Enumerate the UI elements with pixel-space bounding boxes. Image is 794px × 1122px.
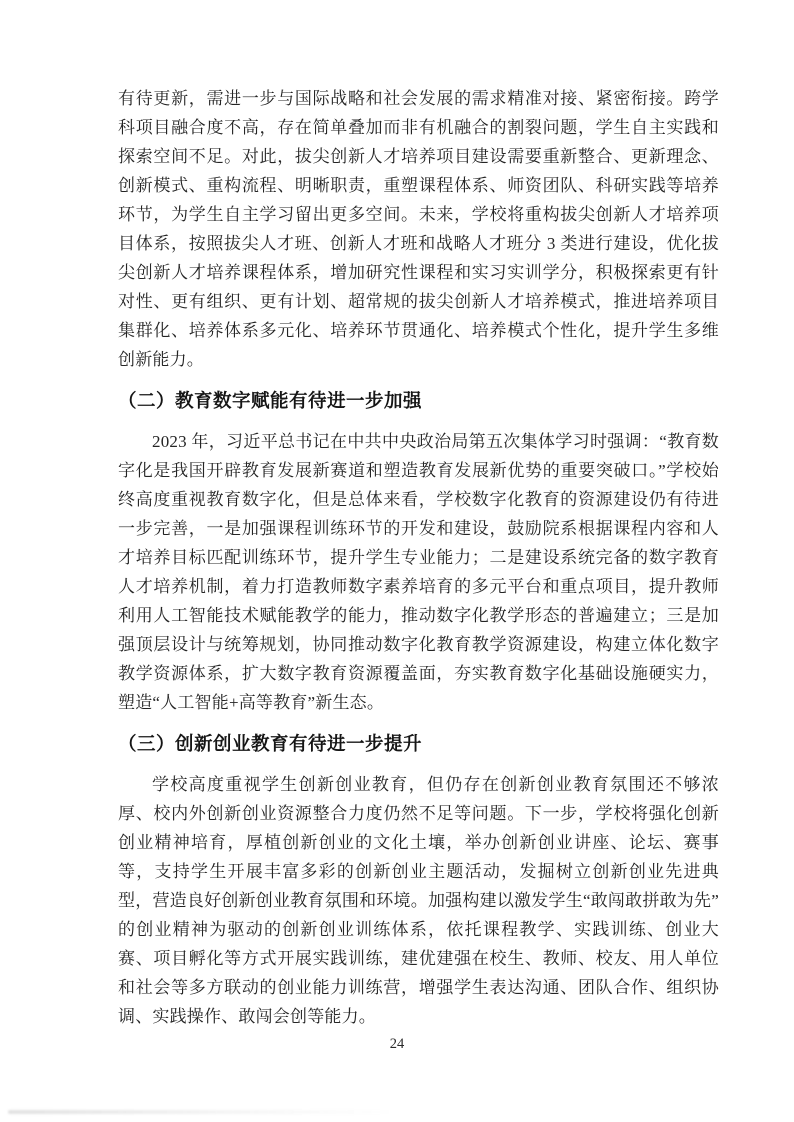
scan-artifact [8,1110,393,1114]
innovation-entrepreneurship-paragraph: 学校高度重视学生创新创业教育，但仍存在创新创业教育氛围还不够浓厚、校内外创新创业资源整合力度仍然不足等问题。下一步，学校将强化创新创业精神培育，厚植创新创业的文化土壤，举办创新创业讲座、论坛、赛事等，支持学生开展丰富多彩的创新创业主题活动，发掘树立创新创业先进典型，营造良好创新创业教育氛围和环境。加强构建以激发学生“敢闯敢拼敢为先”的创业精神为驱动的创新创业训练体系，依托课程教学、实践训练、创业大赛、项目孵化等方式开展实践训练，建优建强在校生、教师、校友、用人单位和社会等多方联动的创业能力训练营，增强学生表达沟通、团队合作、组织协调、实践操作、敢闯会创等能力。 [118,775,719,1026]
section-heading-digital-education: （二）教育数字赋能有待进一步加强 [118,390,423,411]
page-number: 24 [389,1036,405,1052]
section-heading-innovation-entrepreneurship: （三）创新创业教育有待进一步提升 [118,733,423,754]
document-body [118,84,719,1031]
intro-continuation-paragraph: 有待更新，需进一步与国际战略和社会发展的需求精准对接、紧密衔接。跨学科项目融合度不高，存在简单叠加而非有机融合的割裂问题，学生自主实践和探索空间不足。对此，拔尖创新人才培养项目建设需要重新整合、更新理念、创新模式、重构流程、明晰职责，重塑课程体系、师资团队、科研实践等培养环节，为学生自主学习留出更多空间。未来，学校将重构拔尖创新人才培养项目体系，按照拔尖人才班、创新人才班和战略人才班分 3 类进行建设，优化拔尖创新人才培养课程体系，增加研究性课程和实习实训学分，积极探索更有针对性、更有组织、更有计划、超常规的拔尖创新人才培养模式，推进培养项目集群化、培养体系多元化、培养环节贯通化、培养模式个性化，提升学生多维创新能力。 [118,89,719,369]
digital-education-paragraph: 2023 年，习近平总书记在中共中央政治局第五次集体学习时强调：“教育数字化是我国开辟教育发展新赛道和塑造教育发展新优势的重要突破口。”学校始终高度重视教育数字化，但是总体来看，学校数字化教育的资源建设仍有待进一步完善，一是加强课程训练环节的开发和建设，鼓励院系根据课程内容和人才培养目标匹配训练环节，提升学生专业能力；二是建设系统完备的数字教育人才培养机制，着力打造教师数字素养培育的多元平台和重点项目，提升教师利用人工智能技术赋能教学的能力，推动数字化教学形态的普遍建立；三是加强顶层设计与统筹规划，协同推动数字化教育教学资源建设，构建立体化数字教学资源体系，扩大数字教育资源覆盖面，夯实教育数字化基础设施硬实力，塑造“人工智能+高等教育”新生态。 [118,432,719,712]
